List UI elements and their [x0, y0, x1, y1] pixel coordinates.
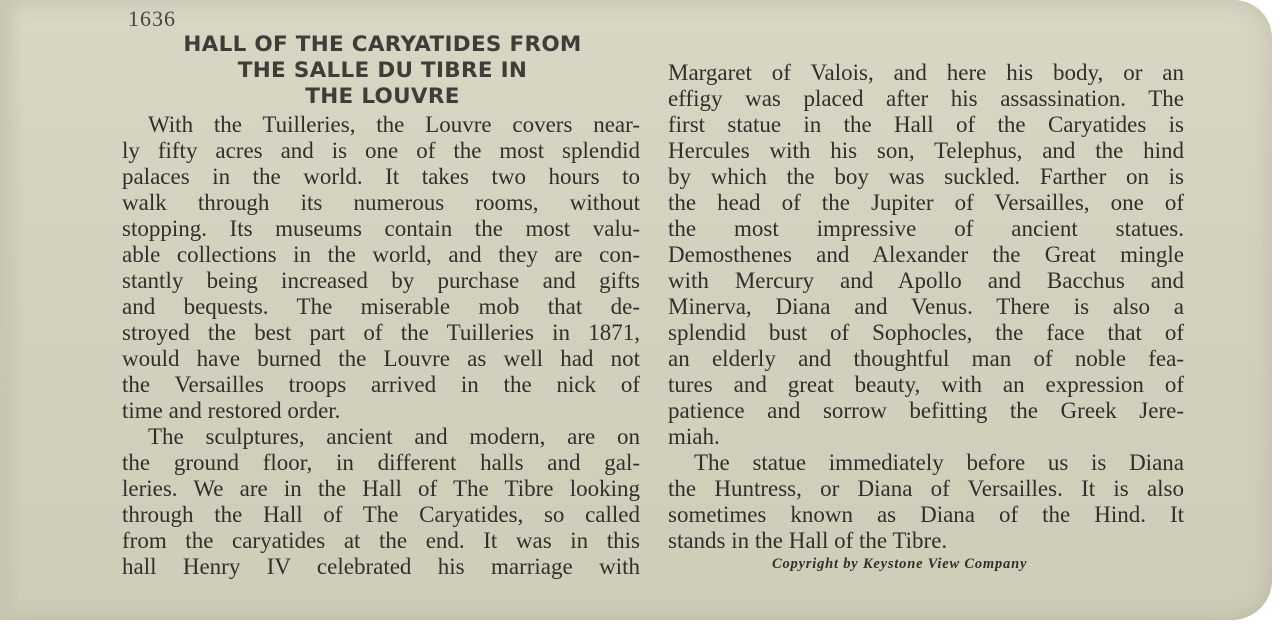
- text-line: would have burned the Louvre as well had not: [122, 346, 640, 371]
- text-line: through the Hall of The Caryatides, so called: [122, 502, 640, 527]
- text-line: With the Tuilleries, the Louvre covers near-: [148, 112, 640, 137]
- text-line: The statue immediately before us is Diana: [694, 450, 1184, 475]
- text-line: ly fifty acres and is one of the most splendid: [122, 138, 640, 163]
- text-line: the head of the Jupiter of Versailles, one of: [668, 190, 1184, 215]
- right-text-column: [668, 60, 1184, 554]
- text-line: the Versailles troops arrived in the nick of: [122, 372, 640, 397]
- text-line: the Huntress, or Diana of Versailles. It is also: [668, 476, 1184, 501]
- paragraph-2: [122, 424, 640, 580]
- text-line: The sculptures, ancient and modern, are on: [148, 424, 640, 449]
- text-line: the ground floor, in different halls and gal-: [122, 450, 640, 475]
- title: [125, 32, 640, 110]
- text-line: miah.: [668, 424, 720, 449]
- card-left-edge: [0, 0, 22, 620]
- text-line: by which the boy was suckled. Farther on is: [668, 164, 1184, 189]
- title-line: THE LOUVRE: [305, 84, 460, 109]
- copyright-notice: Copyright by Keystone View Company: [772, 556, 1028, 572]
- text-line: stands in the Hall of the Tibre.: [668, 528, 948, 553]
- text-line: time and restored order.: [122, 398, 341, 423]
- text-line: Hercules with his son, Telephus, and the hind: [668, 138, 1184, 163]
- text-line: from the caryatides at the end. It was in this: [122, 528, 640, 553]
- paragraph-1: [122, 112, 640, 424]
- title-line: THE SALLE DU TIBRE IN: [237, 58, 528, 83]
- text-line: Minerva, Diana and Venus. There is also a: [668, 294, 1184, 319]
- plate-number: 1636: [128, 6, 176, 31]
- text-line: stantly being increased by purchase and gifts: [122, 268, 640, 293]
- text-line: able collections in the world, and they are con-: [122, 242, 640, 267]
- text-line: first statue in the Hall of the Caryatides is: [668, 112, 1184, 137]
- text-line: an elderly and thoughtful man of noble fea-: [668, 346, 1184, 371]
- text-line: stroyed the best part of the Tuilleries in 1871,: [122, 320, 640, 345]
- text-line: and bequests. The miserable mob that de-: [122, 294, 640, 319]
- text-line: hall Henry IV celebrated his marriage with: [122, 554, 640, 579]
- text-line: stopping. Its museums contain the most valu-: [122, 216, 640, 241]
- text-line: Demosthenes and Alexander the Great mingle: [668, 242, 1184, 267]
- text-line: patience and sorrow befitting the Greek Jere-: [668, 398, 1184, 423]
- paragraph-3: [668, 450, 1184, 554]
- text-line: palaces in the world. It takes two hours to: [122, 164, 640, 189]
- text-line: walk through its numerous rooms, without: [122, 190, 640, 215]
- text-line: sometimes known as Diana of the Hind. It: [668, 502, 1184, 527]
- text-line: with Mercury and Apollo and Bacchus and: [668, 268, 1184, 293]
- text-line: tures and great beauty, with an expression of: [668, 372, 1184, 397]
- text-line: effigy was placed after his assassination. The: [668, 86, 1184, 111]
- text-line: splendid bust of Sophocles, the face that of: [668, 320, 1184, 345]
- title-line: HALL OF THE CARYATIDES FROM: [183, 32, 582, 57]
- text-line: leries. We are in the Hall of The Tibre looking: [122, 476, 640, 501]
- left-text-column: [122, 112, 640, 580]
- text-line: the most impressive of ancient statues.: [668, 216, 1184, 241]
- paragraph-2-continued: [668, 60, 1184, 450]
- text-line: Margaret of Valois, and here his body, or an: [668, 60, 1184, 85]
